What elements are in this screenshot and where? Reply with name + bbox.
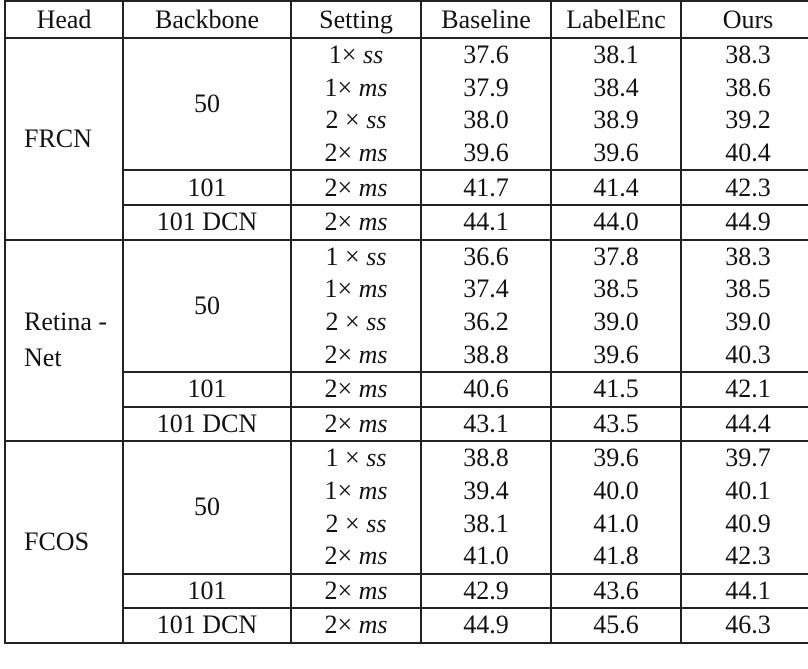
baseline-cell: 38.8	[421, 338, 551, 372]
labelenc-cell: 39.0	[551, 306, 681, 339]
setting-scale: ms	[358, 172, 388, 202]
ours-cell: 42.1	[681, 372, 808, 407]
header-ours: Ours	[681, 1, 808, 38]
setting-multiplier: 2 ×	[325, 508, 360, 538]
setting-scale: ms	[358, 575, 388, 605]
labelenc-cell: 44.0	[551, 205, 681, 240]
backbone-cell: 101	[123, 372, 291, 407]
ours-cell: 44.4	[681, 407, 808, 442]
ours-cell: 38.3	[681, 38, 808, 72]
setting-cell	[291, 441, 421, 475]
ours-cell: 39.2	[681, 104, 808, 137]
setting-cell	[291, 205, 421, 240]
setting-scale: ms	[358, 138, 388, 168]
labelenc-cell: 40.0	[551, 475, 681, 508]
labelenc-cell: 38.4	[551, 72, 681, 105]
table-row	[5, 38, 808, 72]
labelenc-cell: 38.9	[551, 104, 681, 137]
setting-scale: ss	[366, 105, 387, 135]
labelenc-cell: 41.4	[551, 170, 681, 205]
setting-multiplier: 1×	[324, 72, 353, 102]
setting-multiplier: 2×	[324, 541, 353, 571]
baseline-cell: 38.8	[421, 441, 551, 475]
labelenc-cell: 39.6	[551, 441, 681, 475]
setting-multiplier: 2 ×	[325, 105, 360, 135]
baseline-cell: 43.1	[421, 407, 551, 442]
setting-cell	[291, 507, 421, 540]
setting-scale: ss	[366, 443, 387, 473]
setting-scale: ms	[358, 541, 388, 571]
ours-cell: 42.3	[681, 170, 808, 205]
setting-scale: ss	[366, 508, 387, 538]
setting-multiplier: 2 ×	[325, 307, 360, 337]
setting-multiplier: 2×	[324, 408, 353, 438]
setting-cell	[291, 104, 421, 137]
table-row	[5, 170, 808, 205]
table-row	[5, 240, 808, 274]
setting-cell	[291, 540, 421, 574]
setting-multiplier: 2×	[324, 575, 353, 605]
labelenc-cell: 45.6	[551, 608, 681, 643]
header-baseline: Baseline	[421, 1, 551, 38]
setting-cell	[291, 306, 421, 339]
labelenc-cell: 43.5	[551, 407, 681, 442]
baseline-cell: 38.0	[421, 104, 551, 137]
backbone-cell: 101	[123, 170, 291, 205]
baseline-cell: 41.7	[421, 170, 551, 205]
setting-cell	[291, 338, 421, 372]
baseline-cell: 37.9	[421, 72, 551, 105]
backbone-cell: 50	[123, 441, 291, 573]
labelenc-cell: 41.8	[551, 540, 681, 574]
setting-scale: ss	[362, 40, 384, 70]
setting-scale: ms	[358, 476, 388, 506]
header-labelenc: LabelEnc	[551, 1, 681, 38]
labelenc-cell: 38.1	[551, 38, 681, 72]
labelenc-cell: 41.0	[551, 507, 681, 540]
setting-scale: ms	[358, 374, 388, 404]
baseline-cell: 37.6	[421, 38, 551, 72]
head-cell: Retina -Net	[5, 240, 123, 442]
baseline-cell: 39.6	[421, 137, 551, 171]
baseline-cell: 39.4	[421, 475, 551, 508]
ours-cell: 38.3	[681, 240, 808, 274]
setting-scale: ms	[358, 274, 388, 304]
ours-cell: 39.7	[681, 441, 808, 475]
ours-cell: 38.6	[681, 72, 808, 105]
ours-cell: 39.0	[681, 306, 808, 339]
ours-cell: 44.9	[681, 205, 808, 240]
setting-multiplier: 1×	[328, 40, 357, 70]
setting-cell	[291, 608, 421, 643]
baseline-cell: 36.6	[421, 240, 551, 274]
baseline-cell: 37.4	[421, 273, 551, 306]
setting-multiplier: 1×	[324, 274, 353, 304]
setting-cell	[291, 137, 421, 171]
setting-scale: ms	[358, 207, 388, 237]
labelenc-cell: 41.5	[551, 372, 681, 407]
backbone-cell: 50	[123, 38, 291, 170]
backbone-cell: 101	[123, 574, 291, 609]
setting-scale: ms	[358, 408, 388, 438]
baseline-cell: 44.9	[421, 608, 551, 643]
results-table	[4, 0, 808, 644]
labelenc-cell: 39.6	[551, 338, 681, 372]
labelenc-cell: 43.6	[551, 574, 681, 609]
ours-cell: 44.1	[681, 574, 808, 609]
table-row	[5, 608, 808, 643]
baseline-cell: 41.0	[421, 540, 551, 574]
setting-scale: ms	[358, 339, 388, 369]
baseline-cell: 42.9	[421, 574, 551, 609]
labelenc-cell: 38.5	[551, 273, 681, 306]
labelenc-cell: 39.6	[551, 137, 681, 171]
head-cell: FCOS	[5, 441, 123, 643]
ours-cell: 38.5	[681, 273, 808, 306]
setting-cell	[291, 372, 421, 407]
setting-multiplier: 2×	[324, 610, 353, 640]
setting-scale: ss	[366, 241, 387, 271]
baseline-cell: 40.6	[421, 372, 551, 407]
backbone-cell: 101 DCN	[123, 608, 291, 643]
ours-cell: 40.9	[681, 507, 808, 540]
ours-cell: 40.1	[681, 475, 808, 508]
setting-multiplier: 1 ×	[325, 241, 360, 271]
setting-scale: ms	[358, 72, 388, 102]
backbone-cell: 101 DCN	[123, 407, 291, 442]
baseline-cell: 44.1	[421, 205, 551, 240]
setting-multiplier: 1×	[324, 476, 353, 506]
setting-scale: ss	[366, 307, 387, 337]
head-cell: FRCN	[5, 38, 123, 240]
setting-scale: ms	[358, 610, 388, 640]
ours-cell: 40.4	[681, 137, 808, 171]
setting-cell	[291, 475, 421, 508]
setting-cell	[291, 38, 421, 72]
baseline-cell: 38.1	[421, 507, 551, 540]
table-row	[5, 574, 808, 609]
ours-cell: 42.3	[681, 540, 808, 574]
table-row	[5, 372, 808, 407]
setting-cell	[291, 407, 421, 442]
header-setting: Setting	[291, 1, 421, 38]
setting-multiplier: 2×	[324, 207, 353, 237]
baseline-cell: 36.2	[421, 306, 551, 339]
setting-cell	[291, 72, 421, 105]
header-head: Head	[5, 1, 123, 38]
setting-cell	[291, 170, 421, 205]
header-backbone: Backbone	[123, 1, 291, 38]
table-row	[5, 205, 808, 240]
header-row	[5, 1, 808, 38]
labelenc-cell: 37.8	[551, 240, 681, 274]
backbone-cell: 101 DCN	[123, 205, 291, 240]
setting-cell	[291, 574, 421, 609]
backbone-cell: 50	[123, 240, 291, 372]
table-row	[5, 407, 808, 442]
setting-multiplier: 1 ×	[325, 443, 360, 473]
setting-cell	[291, 240, 421, 274]
ours-cell: 40.3	[681, 338, 808, 372]
setting-multiplier: 2×	[324, 172, 353, 202]
setting-multiplier: 2×	[324, 374, 353, 404]
setting-multiplier: 2×	[324, 138, 353, 168]
table-row	[5, 441, 808, 475]
ours-cell: 46.3	[681, 608, 808, 643]
setting-multiplier: 2×	[324, 339, 353, 369]
setting-cell	[291, 273, 421, 306]
